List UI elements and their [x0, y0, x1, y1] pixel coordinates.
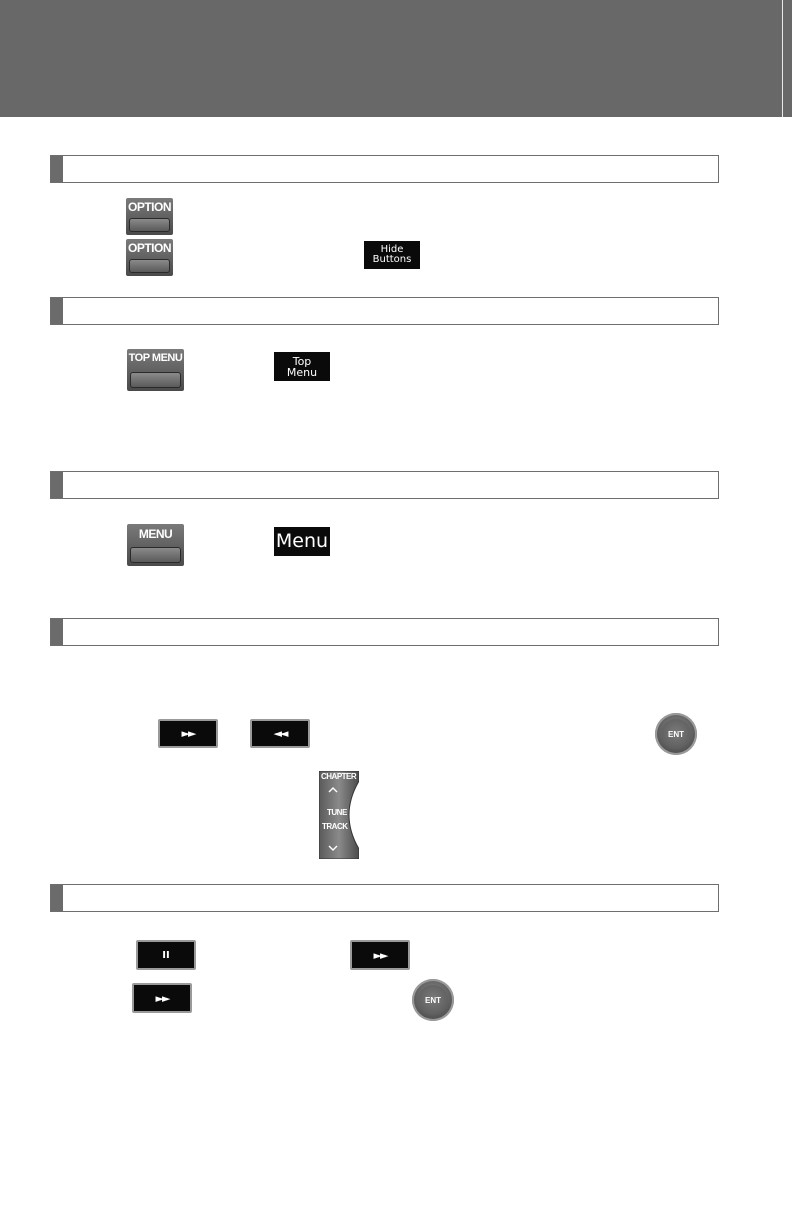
section-heading-bar-3 — [50, 471, 719, 499]
option-label: OPTION — [127, 241, 171, 255]
section-heading-bar-4 — [50, 618, 719, 646]
menu-screen-label: Menu — [275, 530, 329, 552]
pause-icon: II — [162, 949, 170, 961]
section-tab — [51, 885, 63, 911]
rocker-chapter-label: CHAPTER — [321, 772, 357, 781]
page-edge-line — [782, 0, 783, 117]
top-menu-line2: Menu — [286, 365, 318, 379]
fast-forward-button[interactable] — [158, 719, 218, 748]
section-tab — [51, 156, 63, 182]
fast-forward-button-2[interactable] — [350, 940, 410, 970]
section-heading-bar-5 — [50, 884, 719, 912]
rewind-icon: ◄◄ — [273, 727, 287, 740]
ent-label: ENT — [668, 729, 684, 739]
fast-forward-icon: ►► — [373, 948, 387, 962]
ent-label: ENT — [425, 995, 441, 1005]
option-button-bar — [129, 259, 170, 273]
pause-button[interactable] — [136, 940, 196, 970]
option-button-bar — [129, 218, 170, 232]
option-hardware-button-2[interactable] — [126, 239, 173, 276]
rewind-button[interactable] — [250, 719, 310, 748]
ent-knob-center — [661, 719, 691, 749]
option-hardware-button[interactable] — [126, 198, 173, 235]
menu-hardware-button[interactable] — [127, 524, 184, 566]
fast-forward-icon: ►► — [181, 727, 195, 740]
tune-track-rocker[interactable] — [319, 771, 359, 859]
section-tab — [51, 472, 63, 498]
hide-buttons-line2: Buttons — [372, 254, 412, 265]
section-tab — [51, 619, 63, 645]
fast-forward-button-3[interactable] — [132, 983, 192, 1013]
page-header-band — [0, 0, 792, 117]
menu-hw-label: MENU — [138, 527, 173, 541]
hide-buttons-screen-button[interactable] — [364, 241, 420, 269]
section-heading-bar-1 — [50, 155, 719, 183]
top-menu-hardware-button[interactable] — [127, 349, 184, 391]
section-heading-bar-2 — [50, 297, 719, 325]
ent-knob-2[interactable] — [412, 979, 454, 1021]
top-menu-hw-label: TOP MENU — [128, 352, 183, 364]
section-tab — [51, 298, 63, 324]
top-menu-button-bar — [130, 372, 181, 388]
top-menu-line1: Top — [292, 354, 312, 368]
fast-forward-icon: ►► — [155, 991, 169, 1005]
rocker-track-label: TRACK — [322, 822, 348, 831]
menu-screen-button[interactable] — [274, 527, 330, 556]
ent-knob[interactable] — [655, 713, 697, 755]
menu-button-bar — [130, 547, 181, 563]
rocker-tune-label: TUNE — [327, 808, 347, 817]
top-menu-screen-button[interactable] — [274, 352, 330, 381]
option-label: OPTION — [127, 200, 171, 214]
hide-buttons-line1: Hide — [380, 244, 404, 255]
ent-knob-center — [418, 985, 448, 1015]
